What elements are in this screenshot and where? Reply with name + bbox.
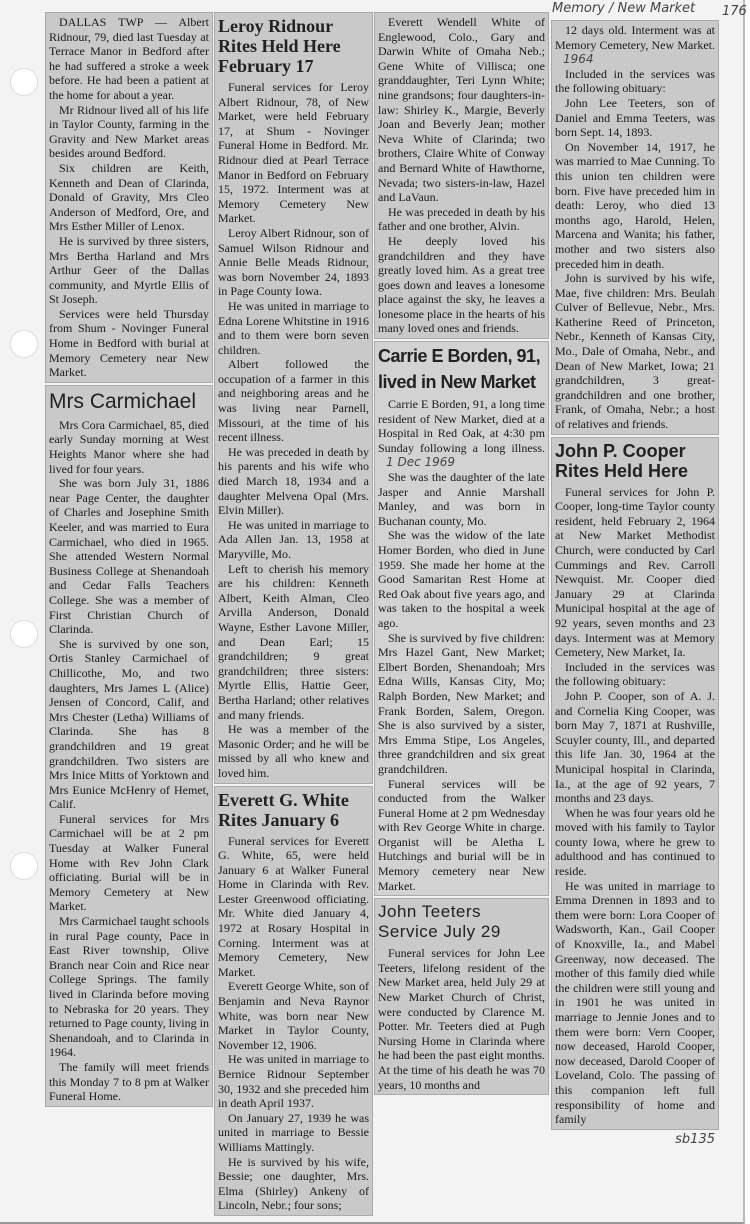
paragraph-text: Six children are Keith, Kenneth and Dean of Clarinda, Donald of Gravity, Mrs Cleo Anderson of Medford, Ore, and Mrs Esther Miller of Lenox. bbox=[49, 160, 209, 234]
article-paragraph bbox=[218, 357, 369, 445]
article-paragraph bbox=[555, 806, 715, 879]
binder-hole bbox=[10, 620, 38, 648]
headline: John P. Cooper Rites Held Here bbox=[555, 440, 689, 481]
article-paragraph bbox=[378, 528, 545, 630]
paragraph-text: He was united in marriage to Emma Drennen in 1893 and to them were born: Lora Cooper of Wadsworth, Kan., Gail Cooper of Knoxville, Ia., and Mabel Greenway, now deceased. The mother of this family died while the children were still young and in 1901 he was united in marriage to Jennie Jones and to them were born: Vern Cooper, now deceased, Harold Cooper, now deceased, Darold Cooper of Loveland, Colo. The passing of this companion left full responsibility of home and family bbox=[555, 878, 715, 1127]
paragraph-text: She was the widow of the late Homer Borden, who died in June 1959. She made her home at the Good Samaritan Rest Home at Red Oak about five years ago, and was taken to the hospital a week ago. bbox=[378, 528, 545, 630]
article-paragraph bbox=[218, 518, 369, 562]
paragraph-text: Funeral services for Leroy Albert Ridnour, 78, of New Market, were held February 17, at Shum - Novinger Funeral Home in Bedford. Mr. Ridnour died at Pearl Terrace Manor in Bedford on February 15, 1972. Interment was at Memory Cemetery New Market. bbox=[218, 80, 369, 226]
binder-hole bbox=[10, 68, 38, 96]
column-4 bbox=[551, 12, 719, 1147]
paragraph-text: John is survived by his wife, Mae, five children: Mrs. Beulah Culver of Bellevue, Nebr., Mrs. Katherine Reed of Princeton, Nebr., Kenneth of Kansas City, Mo., Dale of Omaha, Nebr., and Dean of New Market, Iowa; 21 grandchildren, 3 great-grandchildren and one brother, Frank, of Omaha, Nebr.; a host of relatives and friends. bbox=[555, 271, 715, 432]
article-paragraph bbox=[49, 234, 209, 307]
paragraph-text: He deeply loved his grandchildren and they have greatly loved him. As a great tree goes down and leaves a lonesome place against the sky, he leaves a lonesome place in the hearts of his many loved ones and friends. bbox=[378, 233, 545, 336]
paragraph-text: She was born July 31, 1886 near Page Center, the daughter of Charles and Josephine Smith Keeler, and was married to Eura Carmichael, who died in 1965. She attended Western Normal Business College at Shenandoah and Cedar Falls Teachers College. She was a member of First Christian Church of Clarinda. bbox=[49, 476, 209, 637]
paragraph-text: Funeral services for Mrs Carmichael will be at 2 pm Tuesday at Walker Funeral Home with Rev John Clark officiating. Burial will be in Memory Cemetery at New Market. bbox=[49, 811, 209, 914]
article-paragraph bbox=[555, 660, 715, 689]
paragraph-text: Included in the services was the following obituary: bbox=[555, 66, 715, 96]
article-paragraph bbox=[555, 67, 715, 96]
article-paragraph bbox=[555, 879, 715, 1127]
article-paragraph bbox=[49, 15, 209, 103]
paragraph-text: DALLAS TWP — Albert Ridnour, 79, died last Tuesday at Terrace Manor in Bedford after he had suffered a stroke a week before. He had been a patient at the home for about a year. bbox=[49, 15, 209, 102]
paragraph-text: Leroy Albert Ridnour, son of Samuel Wilson Ridnour and Annie Belle Meads Ridnour, was born November 24, 1893 in Page County Iowa. bbox=[218, 225, 369, 299]
article-paragraph bbox=[555, 271, 715, 432]
article-paragraph bbox=[218, 226, 369, 299]
paragraph-text: He was united in marriage to Edna Lorene Whitstine in 1916 and to them were born seven children. bbox=[218, 298, 369, 357]
article-paragraph bbox=[218, 299, 369, 357]
article-paragraph bbox=[218, 979, 369, 1052]
paragraph-text: He was preceded in death by his parents and his wife who died March 18, 1934 and a daughter Melvena Opal (Mrs. Elvin Miller). bbox=[218, 444, 369, 518]
article-paragraph bbox=[555, 23, 715, 67]
article-paragraph bbox=[218, 834, 369, 980]
clipping-white-continued bbox=[374, 12, 549, 339]
article-paragraph bbox=[49, 914, 209, 1060]
article-paragraph bbox=[49, 161, 209, 234]
paragraph-text: John P. Cooper, son of A. J. and Cornelia King Cooper, was born May 7, 1871 at Rushville, Scuyler county, Ill., and departed this life Jan. 30, 1964 at the Municipal hospital in Clarinda, Ia., at the age of 92 years, 7 months and 23 days. bbox=[555, 688, 715, 806]
paragraph-text: Albert followed the occupation of a farmer in this and neighboring areas and he was living near Parnell, Missouri, at the time of his recent illness. bbox=[218, 357, 369, 445]
article-paragraph bbox=[49, 307, 209, 380]
handwritten-note: 1 Dec 1969 bbox=[386, 455, 456, 470]
paragraph-text: Mr Ridnour lived all of his life in Taylor County, farming in the Gravity and New Market areas besides around Bedford. bbox=[49, 102, 209, 161]
paragraph-text: Funeral services for John P. Cooper, long-time Taylor county resident, held February 2, 1964 at New Market Methodist Church, were conducted by Carl Cummings and Rev. Carroll Newquist. Mr. Cooper died January 29 at Clarinda Municipal hospital at the age of 92 years, seven months and 23 days. Interment was at Memory Cemetery, New Market, Ia. bbox=[555, 484, 715, 660]
binder-hole bbox=[10, 330, 38, 358]
paragraph-text: Mrs Carmichael taught schools in rural Page county, Pace in East River township, Olive Branch near Coin and Rice near College Springs. The family lived in Clarinda before moving to Nebraska for 20 years. They returned to Page county, living in Shenandoah, and to Clarinda in 1964. bbox=[49, 914, 209, 1060]
binder-hole bbox=[10, 852, 38, 880]
column-1 bbox=[45, 12, 213, 1107]
article-paragraph bbox=[49, 1060, 209, 1104]
paragraph-text: She was the daughter of the late Jasper and Annie Marshall Manley, and was born in Buchanan county, Mo. bbox=[378, 470, 545, 528]
paragraph-text: She is survived by one son, Ortis Stanley Carmichael of Chillicothe, Mo, and two daughters, Mrs James L (Alice) Jensen of Concord, Calif, and Mrs Chester (Letha) Williams of Clarinda. She has 8 grandchildren and 19 great grandchildren. Two sisters are Mrs Inice Mitts of Yorktown and Mrs Eunice McHenry of Hemet, Calif. bbox=[49, 636, 209, 812]
paragraph-text: He was united in marriage to Bernice Ridnour September 30, 1932 and she preceded him in death April 1937. bbox=[218, 1052, 369, 1111]
article-paragraph bbox=[49, 418, 209, 476]
clipping-teeters-continued bbox=[551, 20, 719, 435]
clipping-ridnour bbox=[214, 12, 373, 784]
headline: John Teeters Service July 29 bbox=[378, 902, 501, 942]
article-paragraph bbox=[49, 812, 209, 914]
clipping-borden bbox=[374, 341, 549, 896]
paragraph-text: Left to cherish his memory are his children: Kenneth Albert, Keith Alman, Cleo Arvilla Anderson, Donald Wayne, Esther Lavone Miller, and Dean Earl; 15 grandchildren; 9 great grandchildren; three sisters: Myrtle Ellis, Hattie Geer, Bertha Harland; other relatives and many friends. bbox=[218, 561, 369, 722]
clipping-white bbox=[214, 786, 373, 1216]
paragraph-text: Carrie E Borden, 91, a long time resident of New Market, died at a Hospital in Red Oak, at 4:30 pm Sunday following a long illness. bbox=[378, 397, 545, 455]
article-paragraph bbox=[378, 234, 545, 336]
paragraph-text: When he was four years old he moved with his family to Taylor county Iowa, where he grew to adulthood and has continued to reside. bbox=[555, 805, 715, 879]
headline: Leroy Ridnour Rites Held Here February 17 bbox=[218, 16, 341, 76]
paragraph-text: Mrs Cora Carmichael, 85, died early Sunday morning at West Heights Manor where she had lived for four years. bbox=[49, 417, 209, 476]
handwritten-code: sb135 bbox=[675, 1131, 715, 1147]
clipping-dallas bbox=[45, 12, 213, 383]
paragraph-text: The family will meet friends this Monday 7 to 8 pm at Walker Funeral Home. bbox=[49, 1059, 209, 1104]
headline: Carrie E Borden, 91, bbox=[378, 346, 541, 367]
paragraph-text: He is survived by three sisters, Mrs Bertha Harland and Mrs Arthur Geer of the Dallas community, and Myrtle Ellis of St Joseph. bbox=[49, 233, 209, 307]
handwritten-label: Memory / New Market bbox=[552, 1, 696, 16]
paragraph-text: Funeral services will be conducted from the Walker Funeral Home at 2 pm Wednesday with Rev George White in charge. Organist will be Aletha L Hutchings and burial will be in Memory cemetery near New Market. bbox=[378, 776, 545, 893]
article-paragraph bbox=[378, 631, 545, 777]
article-paragraph bbox=[378, 777, 545, 894]
paragraph-text: John Lee Teeters, son of Daniel and Emma Teeters, was born Sept. 14, 1893. bbox=[555, 95, 715, 140]
paragraph-text: She is survived by five children: Mrs Hazel Gant, New Market; Elbert Borden, Shenandoah; Mrs Edna Wills, Kansas City, Mo; Ralph Borden, New Market; and Frank Borden, Salem, Oregon. She is also survived by a sister, Mrs Emma Stipe, Los Angeles, three grandchildren and six great grandchildren. bbox=[378, 630, 545, 776]
headline: lived in New Market bbox=[378, 372, 536, 393]
article-paragraph bbox=[378, 205, 545, 234]
paragraph-text: He is survived by his wife, Bessie; one daughter, Mrs. Elma (Shirley) Ankeny of Lincoln, Nebr.; four sons; bbox=[218, 1154, 369, 1213]
paragraph-text: Everett Wendell White of Englewood, Colo., Gary and Darwin White of Omaha Neb.; Gene White of Villisca; one granddaughter, Teri Lynn White; nine grandsons; four daughters-in-law: Shirley K., Margie, Beverly Joan and Beverly Jean; mother Neva White of Clarinda; two brothers, Claire White of Conway and Bernard White of Hawthorne, Nevada; two sisters-in-law, Hazel and LaVaun. bbox=[378, 15, 545, 205]
clipping-cooper bbox=[551, 437, 719, 1130]
article-paragraph bbox=[218, 445, 369, 518]
paragraph-text: Funeral services for Everett G. White, 65, were held January 6 at Walker Funeral Home in Clarinda with Rev. Lester Greenwood officiating. Mr. White died January 4, 1972 at Rosary Hospital in Corning. Interment was at Memory Cemetery, New Market. bbox=[218, 833, 369, 979]
paragraph-text: He was a member of the Masonic Order; and he will be missed by all who knew and loved him. bbox=[218, 722, 369, 780]
clipping-teeters bbox=[374, 898, 549, 1095]
article-paragraph bbox=[218, 562, 369, 723]
headline: Mrs Carmichael bbox=[49, 389, 197, 413]
paragraph-text: He was preceded in death by his father and one brother, Alvin. bbox=[378, 204, 545, 234]
paragraph-text: On November 14, 1917, he was married to Mae Cunning. To this union ten children were born. Five have preceded him in death: Leroy, who died 13 months ago, Harold, Helen, Marcena and Wanita; his father, mother and two sisters also preceded him in death. bbox=[555, 139, 715, 271]
article-paragraph bbox=[555, 689, 715, 806]
article-paragraph bbox=[378, 470, 545, 528]
column-3 bbox=[374, 12, 549, 1095]
clipping-carmichael bbox=[45, 385, 213, 1107]
headline: Everett G. White Rites January 6 bbox=[218, 789, 349, 830]
paragraph-text: 12 days old. Interment was at Memory Cemetery, New Market. bbox=[555, 23, 715, 52]
article-paragraph bbox=[378, 15, 545, 205]
article-paragraph bbox=[49, 476, 209, 637]
paragraph-text: Everett George White, son of Benjamin and Neva Raynor White, was born near New Market in Taylor County, November 12, 1906. bbox=[218, 979, 369, 1052]
article-paragraph bbox=[218, 722, 369, 780]
paragraph-text: He was united in marriage to Ada Allen Jan. 13, 1958 at Maryville, Mo. bbox=[218, 517, 369, 561]
paragraph-text: Included in the services was the following obituary: bbox=[555, 659, 715, 689]
article-paragraph bbox=[49, 103, 209, 161]
handwritten-note: 1964 bbox=[563, 52, 594, 67]
paragraph-text: Services were held Thursday from Shum - Novinger Funeral Home in Bedford with burial at Memory Cemetery near New Market. bbox=[49, 306, 209, 380]
article-paragraph bbox=[378, 946, 545, 1092]
article-paragraph bbox=[49, 637, 209, 812]
article-paragraph bbox=[555, 96, 715, 140]
paragraph-text: On January 27, 1939 he was united in marriage to Bessie Williams Mattingly. bbox=[218, 1110, 369, 1154]
article-paragraph bbox=[218, 1155, 369, 1213]
article-paragraph bbox=[218, 1111, 369, 1155]
article-paragraph bbox=[218, 80, 369, 226]
handwritten-page-number: 176 bbox=[722, 4, 747, 19]
paragraph-text: Funeral services for John Lee Teeters, lifelong resident of the New Market area, held July 29 at New Market Church of Christ, were conducted by Clarence M. Potter. Mr. Teeters died at Pugh Nursing Home in Clarinda where he had been the past eight months. At the time of his death he was 70 years, 10 months and bbox=[378, 946, 545, 1092]
article-paragraph bbox=[378, 397, 545, 470]
column-2 bbox=[214, 12, 373, 1216]
article-paragraph bbox=[555, 140, 715, 271]
article-paragraph bbox=[555, 485, 715, 660]
article-paragraph bbox=[218, 1052, 369, 1110]
